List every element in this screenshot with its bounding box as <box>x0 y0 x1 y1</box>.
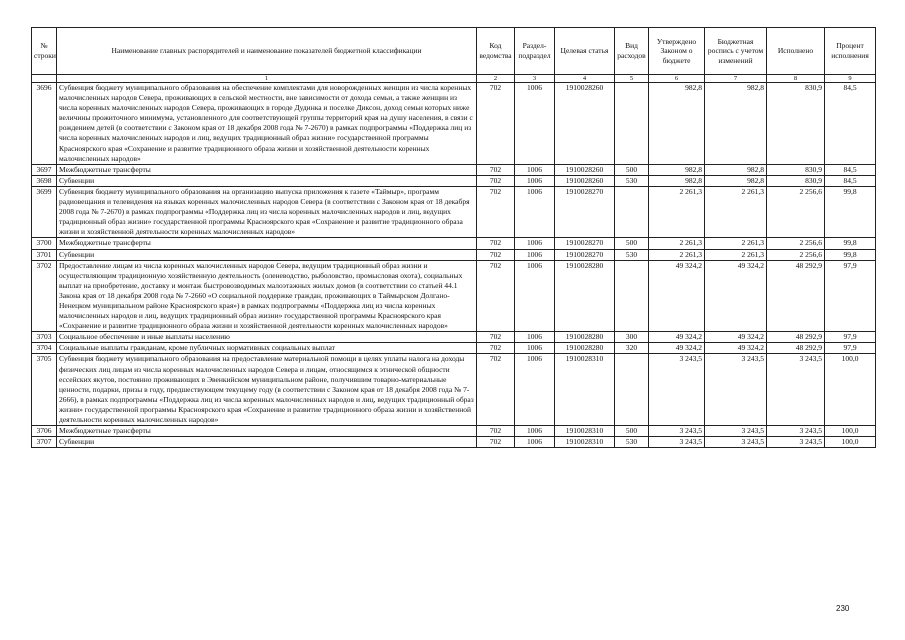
column-number: 9 <box>825 75 876 83</box>
approved-cell: 49 324,2 <box>649 260 705 332</box>
executed-cell: 48 292,9 <box>767 260 825 332</box>
column-number: 6 <box>649 75 705 83</box>
approved-cell: 2 261,3 <box>649 249 705 260</box>
approved-cell: 2 261,3 <box>649 238 705 249</box>
section-cell: 1006 <box>515 186 555 237</box>
approved-cell: 982,8 <box>649 175 705 186</box>
dept-code-cell: 702 <box>477 186 515 237</box>
percent-cell: 99,8 <box>825 249 876 260</box>
percent-cell: 84,5 <box>825 83 876 165</box>
section-cell: 1006 <box>515 175 555 186</box>
name-cell: Межбюджетные трансферты <box>57 238 477 249</box>
row-number-cell: 3696 <box>32 83 57 165</box>
schedule-cell: 3 243,5 <box>705 354 767 426</box>
header-section: Раздел-подраздел <box>515 28 555 75</box>
expense-type-cell: 300 <box>615 332 649 343</box>
section-cell: 1006 <box>515 249 555 260</box>
approved-cell: 982,8 <box>649 164 705 175</box>
executed-cell: 48 292,9 <box>767 343 825 354</box>
column-number: 3 <box>515 75 555 83</box>
percent-cell: 97,9 <box>825 332 876 343</box>
schedule-cell: 982,8 <box>705 175 767 186</box>
target-cell: 1910028260 <box>555 83 615 165</box>
dept-code-cell: 702 <box>477 164 515 175</box>
row-number-cell: 3700 <box>32 238 57 249</box>
row-number-cell: 3698 <box>32 175 57 186</box>
executed-cell: 3 243,5 <box>767 426 825 437</box>
header-percent: Процент исполнения <box>825 28 876 75</box>
name-cell: Субвенция бюджету муниципального образования на обеспечение комплектами для новорожденных женщин из числа коренных малочисленных народов Севера, проживающих в сельской местности, вне зависимости от дохода семьи, а также женщин из числа коренных малочисленных народов Севера, проживающих в городе Дудинка и поселке Диксон, доход семьи которых ниже величины прожиточного минимума, установленного для соответствующей группы территорий края на душу населения, в связи с рождением детей (в соответствии с Законом края от 18 декабря 2008 года № 7-2670) в рамках подпрограммы «Поддержка лиц из числа коренных малочисленных народов и лиц, ведущих традиционный образ жизни» государственной программы Красноярского края «Сохранение и развитие традиционного образа жизни и хозяйственной деятельности коренных малочисленных народов» <box>57 83 477 165</box>
dept-code-cell: 702 <box>477 260 515 332</box>
name-cell: Субвенция бюджету муниципального образования на предоставление материальной помощи в целях уплаты налога на доходы физических лиц лицам из числа коренных малочисленных народов Севера и лицам, относящимся к этнической общности ессейских якутов, постоянно проживающих в Эвенкийском муниципальном районе, получившим товарно-материальные ценности, подарки, призы в году, предшествующем текущему году (в соответствии с Законом края от 18 декабря 2008 года № 7-2666), в рамках подпрограммы «Поддержка лиц из числа коренных малочисленных народов и лиц, ведущих традиционный образ жизни» государственной программы Красноярского края «Сохранение и развитие традиционного образа жизни и хозяйственной деятельности коренных малочисленных народов» <box>57 354 477 426</box>
approved-cell: 49 324,2 <box>649 343 705 354</box>
column-number <box>32 75 57 83</box>
expense-type-cell: 530 <box>615 249 649 260</box>
schedule-cell: 3 243,5 <box>705 426 767 437</box>
approved-cell: 3 243,5 <box>649 437 705 448</box>
target-cell: 1910028310 <box>555 354 615 426</box>
row-number-cell: 3703 <box>32 332 57 343</box>
name-cell: Социальные выплаты гражданам, кроме публичных нормативных социальных выплат <box>57 343 477 354</box>
dept-code-cell: 702 <box>477 83 515 165</box>
target-cell: 1910028270 <box>555 186 615 237</box>
target-cell: 1910028270 <box>555 238 615 249</box>
percent-cell: 99,8 <box>825 186 876 237</box>
header-target: Целевая статья <box>555 28 615 75</box>
column-number: 4 <box>555 75 615 83</box>
dept-code-cell: 702 <box>477 354 515 426</box>
schedule-cell: 2 261,3 <box>705 238 767 249</box>
table-header-row <box>32 28 876 75</box>
page-number: 230 <box>836 604 850 613</box>
target-cell: 1910028280 <box>555 260 615 332</box>
approved-cell: 982,8 <box>649 83 705 165</box>
name-cell: Социальное обеспечение и иные выплаты населению <box>57 332 477 343</box>
target-cell: 1910028280 <box>555 332 615 343</box>
approved-cell: 2 261,3 <box>649 186 705 237</box>
table-row <box>32 83 876 165</box>
expense-type-cell: 530 <box>615 437 649 448</box>
table-row <box>32 437 876 448</box>
table-row <box>32 426 876 437</box>
name-cell: Предоставление лицам из числа коренных малочисленных народов Севера, ведущим традиционный образ жизни и осуществляющим традиционную хозяйственную деятельность (оленеводство, рыболовство, промысловая охота), социальных выплат на приобретение, доставку и монтаж быстровозводимых малоэтажных жилых домов (в соответствии со статьей 44.1 Закона края от 18 декабря 2008 года № 7-2660 «О социальной поддержке граждан, проживающих в Таймырском Долгано-Ненецком муниципальном районе Красноярского края») в рамках подпрограммы «Поддержка лиц из числа коренных малочисленных народов и лиц, ведущих традиционный образ жизни» государственной программы Красноярского края «Сохранение и развитие традиционного образа жизни и хозяйственной деятельности коренных малочисленных народов» <box>57 260 477 332</box>
table-row <box>32 260 876 332</box>
name-cell: Межбюджетные трансферты <box>57 164 477 175</box>
schedule-cell: 49 324,2 <box>705 260 767 332</box>
table-row <box>32 332 876 343</box>
dept-code-cell: 702 <box>477 437 515 448</box>
percent-cell: 100,0 <box>825 354 876 426</box>
table-body <box>32 83 876 448</box>
table-row <box>32 343 876 354</box>
header-row-number: № строки <box>32 28 57 75</box>
percent-cell: 84,5 <box>825 164 876 175</box>
executed-cell: 48 292,9 <box>767 332 825 343</box>
dept-code-cell: 702 <box>477 249 515 260</box>
percent-cell: 100,0 <box>825 426 876 437</box>
percent-cell: 100,0 <box>825 437 876 448</box>
expense-type-cell: 320 <box>615 343 649 354</box>
name-cell: Субвенции <box>57 249 477 260</box>
header-name: Наименование главных распорядителей и наименование показателей бюджетной классификации <box>57 28 477 75</box>
table-row <box>32 175 876 186</box>
target-cell: 1910028310 <box>555 437 615 448</box>
table-row <box>32 164 876 175</box>
executed-cell: 830,9 <box>767 175 825 186</box>
name-cell: Субвенция бюджету муниципального образования на организацию выпуска приложения к газете «Таймыр», программ радиовещания и телевидения на языках коренных малочисленных народов Севера (в соответствии с Законом края от 18 декабря 2008 года № 7-2670) в рамках подпрограммы «Поддержка лиц из числа коренных малочисленных народов и лиц, ведущих традиционный образ жизни» государственной программы Красноярского края «Сохранение и развитие традиционного образа жизни и хозяйственной деятельности коренных малочисленных народов» <box>57 186 477 237</box>
percent-cell: 99,8 <box>825 238 876 249</box>
schedule-cell: 2 261,3 <box>705 249 767 260</box>
header-dept-code: Код ведомства <box>477 28 515 75</box>
executed-cell: 830,9 <box>767 83 825 165</box>
target-cell: 1910028260 <box>555 164 615 175</box>
header-approved: Утверждено Законом о бюджете <box>649 28 705 75</box>
executed-cell: 2 256,6 <box>767 249 825 260</box>
column-number-row <box>32 75 876 83</box>
section-cell: 1006 <box>515 164 555 175</box>
table-row <box>32 354 876 426</box>
schedule-cell: 982,8 <box>705 83 767 165</box>
target-cell: 1910028310 <box>555 426 615 437</box>
schedule-cell: 982,8 <box>705 164 767 175</box>
approved-cell: 3 243,5 <box>649 354 705 426</box>
row-number-cell: 3702 <box>32 260 57 332</box>
section-cell: 1006 <box>515 343 555 354</box>
name-cell: Субвенции <box>57 175 477 186</box>
target-cell: 1910028260 <box>555 175 615 186</box>
row-number-cell: 3699 <box>32 186 57 237</box>
dept-code-cell: 702 <box>477 426 515 437</box>
section-cell: 1006 <box>515 260 555 332</box>
column-number: 1 <box>57 75 477 83</box>
expense-type-cell <box>615 260 649 332</box>
section-cell: 1006 <box>515 238 555 249</box>
expense-type-cell: 530 <box>615 175 649 186</box>
executed-cell: 3 243,5 <box>767 437 825 448</box>
budget-execution-table <box>31 27 876 448</box>
dept-code-cell: 702 <box>477 332 515 343</box>
schedule-cell: 49 324,2 <box>705 332 767 343</box>
executed-cell: 830,9 <box>767 164 825 175</box>
header-schedule: Бюджетная роспись с учетом изменений <box>705 28 767 75</box>
header-expense-type: Вид расходов <box>615 28 649 75</box>
row-number-cell: 3701 <box>32 249 57 260</box>
row-number-cell: 3704 <box>32 343 57 354</box>
percent-cell: 97,9 <box>825 260 876 332</box>
expense-type-cell <box>615 186 649 237</box>
section-cell: 1006 <box>515 437 555 448</box>
table-row <box>32 238 876 249</box>
target-cell: 1910028270 <box>555 249 615 260</box>
expense-type-cell <box>615 83 649 165</box>
section-cell: 1006 <box>515 354 555 426</box>
table-row <box>32 249 876 260</box>
column-number: 5 <box>615 75 649 83</box>
executed-cell: 2 256,6 <box>767 186 825 237</box>
name-cell: Субвенции <box>57 437 477 448</box>
schedule-cell: 3 243,5 <box>705 437 767 448</box>
row-number-cell: 3705 <box>32 354 57 426</box>
row-number-cell: 3706 <box>32 426 57 437</box>
section-cell: 1006 <box>515 83 555 165</box>
percent-cell: 84,5 <box>825 175 876 186</box>
column-number: 2 <box>477 75 515 83</box>
approved-cell: 49 324,2 <box>649 332 705 343</box>
section-cell: 1006 <box>515 332 555 343</box>
row-number-cell: 3707 <box>32 437 57 448</box>
expense-type-cell <box>615 354 649 426</box>
approved-cell: 3 243,5 <box>649 426 705 437</box>
expense-type-cell: 500 <box>615 164 649 175</box>
dept-code-cell: 702 <box>477 238 515 249</box>
header-executed: Исполнено <box>767 28 825 75</box>
name-cell: Межбюджетные трансферты <box>57 426 477 437</box>
percent-cell: 97,9 <box>825 343 876 354</box>
dept-code-cell: 702 <box>477 343 515 354</box>
table-row <box>32 186 876 237</box>
column-number: 8 <box>767 75 825 83</box>
dept-code-cell: 702 <box>477 175 515 186</box>
executed-cell: 2 256,6 <box>767 238 825 249</box>
executed-cell: 3 243,5 <box>767 354 825 426</box>
schedule-cell: 49 324,2 <box>705 343 767 354</box>
section-cell: 1006 <box>515 426 555 437</box>
row-number-cell: 3697 <box>32 164 57 175</box>
expense-type-cell: 500 <box>615 426 649 437</box>
target-cell: 1910028280 <box>555 343 615 354</box>
expense-type-cell: 500 <box>615 238 649 249</box>
schedule-cell: 2 261,3 <box>705 186 767 237</box>
column-number: 7 <box>705 75 767 83</box>
